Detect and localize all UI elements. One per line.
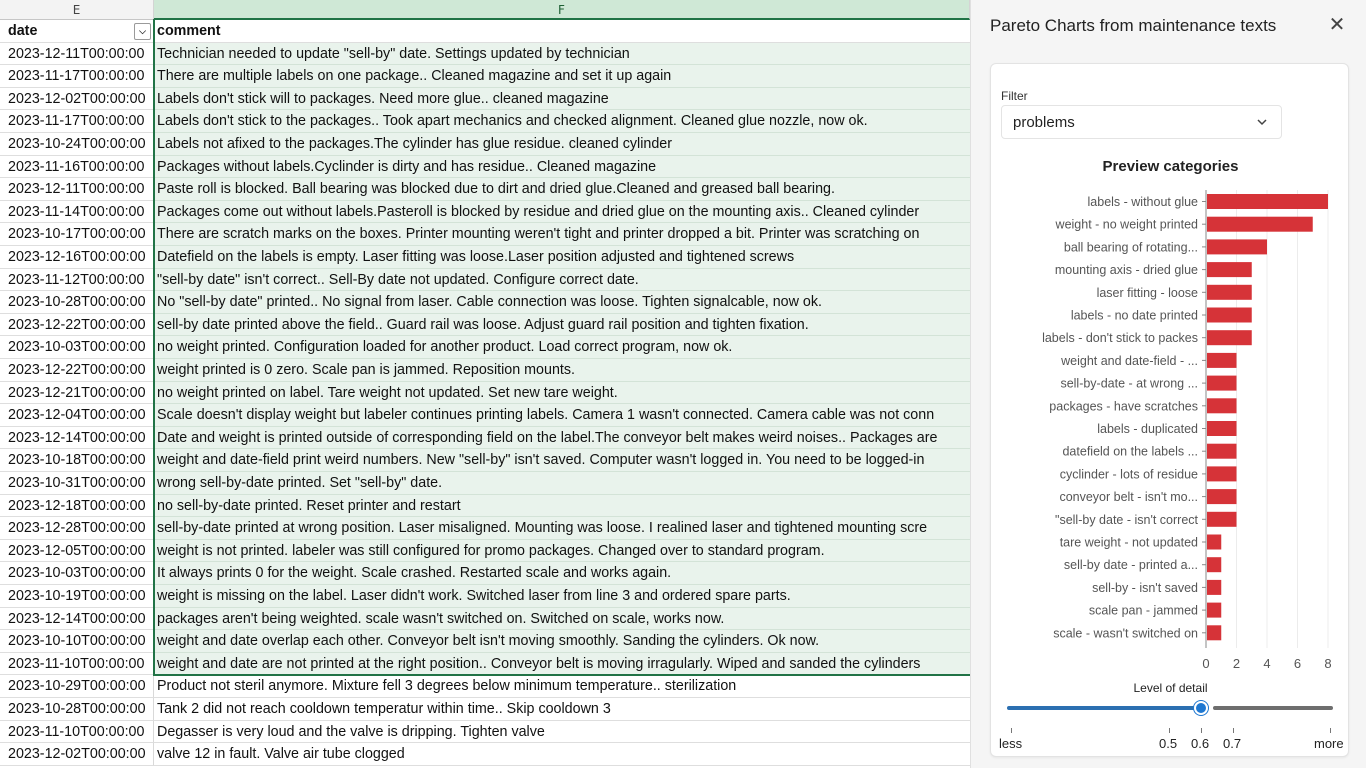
- slider-min-label: less: [999, 736, 1023, 751]
- comment-cell[interactable]: "sell-by date" isn't correct.. Sell-By date not updated. Configure correct date.: [154, 269, 970, 292]
- header-cell-comment[interactable]: comment: [154, 20, 970, 43]
- date-cell[interactable]: 2023-10-28T00:00:00: [0, 698, 154, 721]
- date-cell[interactable]: 2023-12-21T00:00:00: [0, 382, 154, 405]
- category-label: sell-by - isn't saved: [1092, 580, 1198, 595]
- date-cell[interactable]: 2023-10-24T00:00:00: [0, 133, 154, 156]
- x-tick-label: 4: [1263, 656, 1271, 671]
- category-label: packages - have scratches: [1049, 399, 1198, 414]
- table-row: [0, 472, 970, 495]
- slider-tick: [1011, 728, 1012, 733]
- slider-tick: [1330, 728, 1331, 733]
- date-cell[interactable]: 2023-10-03T00:00:00: [0, 562, 154, 585]
- slider-tick: [1169, 728, 1170, 733]
- preview-title: Preview categories: [1102, 158, 1239, 175]
- date-cell[interactable]: 2023-12-04T00:00:00: [0, 404, 154, 427]
- table-row: [0, 540, 970, 563]
- slider-track-remaining: [1213, 706, 1333, 710]
- date-cell[interactable]: 2023-10-28T00:00:00: [0, 291, 154, 314]
- column-header-f[interactable]: F: [154, 0, 970, 20]
- slider-tick: [1233, 728, 1234, 733]
- category-label: conveyor belt - isn't mo...: [1059, 490, 1198, 505]
- table-row: [0, 630, 970, 653]
- comment-cell[interactable]: Paste roll is blocked. Ball bearing was blocked due to dirt and dried glue.Cleaned and greased ball bearing.: [154, 178, 970, 201]
- bar: [1207, 535, 1221, 550]
- table-row: [0, 404, 970, 427]
- date-cell[interactable]: 2023-10-18T00:00:00: [0, 449, 154, 472]
- pane-title: Pareto Charts from maintenance texts: [990, 16, 1277, 35]
- date-cell[interactable]: 2023-12-28T00:00:00: [0, 517, 154, 540]
- comment-cell[interactable]: There are multiple labels on one package.. Cleaned magazine and set it up again: [154, 65, 970, 88]
- comment-cell[interactable]: weight and date-field print weird numbers. New "sell-by" isn't saved. Computer wasn't logged in. You need to be logged-in: [154, 449, 970, 472]
- date-cell[interactable]: 2023-11-14T00:00:00: [0, 201, 154, 224]
- comment-cell[interactable]: Degasser is very loud and the valve is dripping. Tighten valve: [154, 721, 970, 744]
- category-label: labels - don't stick to packes: [1042, 331, 1198, 346]
- category-label: datefield on the labels ...: [1062, 444, 1198, 459]
- category-label: sell-by-date - at wrong ...: [1060, 376, 1198, 391]
- bar: [1207, 512, 1237, 527]
- comment-cell[interactable]: Tank 2 did not reach cooldown temperatur within time.. Skip cooldown 3: [154, 698, 970, 721]
- date-cell[interactable]: 2023-11-10T00:00:00: [0, 653, 154, 676]
- bar: [1207, 217, 1313, 232]
- comment-cell[interactable]: weight and date overlap each other. Conveyor belt isn't moving smoothly. Sanding the cylinders. Ok now.: [154, 630, 970, 653]
- table-row: [0, 743, 970, 766]
- date-cell[interactable]: 2023-12-02T00:00:00: [0, 743, 154, 766]
- comment-cell[interactable]: Datefield on the labels is empty. Laser fitting was loose.Laser position adjusted and tightened screws: [154, 246, 970, 269]
- date-cell[interactable]: 2023-11-12T00:00:00: [0, 269, 154, 292]
- slider-tick: [1201, 728, 1202, 733]
- comment-cell[interactable]: weight is not printed. labeler was still configured for promo packages. Changed over to standard program.: [154, 540, 970, 563]
- date-cell[interactable]: 2023-12-22T00:00:00: [0, 359, 154, 382]
- date-cell[interactable]: 2023-12-22T00:00:00: [0, 314, 154, 337]
- comment-cell[interactable]: no weight printed. Configuration loaded for another product. Load correct program, now ok.: [154, 336, 970, 359]
- date-cell[interactable]: 2023-12-11T00:00:00: [0, 43, 154, 66]
- table-row: [0, 427, 970, 450]
- table-row: [0, 156, 970, 179]
- header-row: [0, 20, 970, 43]
- comment-cell[interactable]: weight printed is 0 zero. Scale pan is jammed. Reposition mounts.: [154, 359, 970, 382]
- comment-cell[interactable]: Scale doesn't display weight but labeler continues printing labels. Camera 1 wasn't connected. Camera cable was not conn: [154, 404, 970, 427]
- date-cell[interactable]: 2023-12-11T00:00:00: [0, 178, 154, 201]
- table-row: [0, 517, 970, 540]
- filter-dropdown[interactable]: [1001, 105, 1282, 139]
- comment-cell[interactable]: Packages without labels.Cyclinder is dirty and has residue.. Cleaned magazine: [154, 156, 970, 179]
- table-row: [0, 133, 970, 156]
- table-row: [0, 178, 970, 201]
- table-row: [0, 449, 970, 472]
- category-label: weight - no weight printed: [1055, 217, 1198, 232]
- close-button[interactable]: [1325, 13, 1349, 37]
- filter-selected-value: problems: [1013, 114, 1075, 131]
- detail-slider-label: Level of detail: [1133, 681, 1208, 695]
- comment-cell[interactable]: Packages come out without labels.Pasteroll is blocked by residue and dried glue on the mounting axis.. Cleaned cylinder: [154, 201, 970, 224]
- comment-cell[interactable]: no weight printed on label. Tare weight not updated. Set new tare weight.: [154, 382, 970, 405]
- bar: [1207, 489, 1237, 504]
- date-cell[interactable]: 2023-11-17T00:00:00: [0, 65, 154, 88]
- table-row: [0, 495, 970, 518]
- slider-track-filled: [1007, 706, 1197, 710]
- table-row: [0, 291, 970, 314]
- close-icon: ✕: [1328, 14, 1346, 36]
- comment-cell[interactable]: Labels don't stick will to packages. Need more glue.. cleaned magazine: [154, 88, 970, 111]
- bar: [1207, 376, 1237, 391]
- comment-cell[interactable]: No "sell-by date" printed.. No signal from laser. Cable connection was loose. Tighten signalcable, now ok.: [154, 291, 970, 314]
- date-cell[interactable]: 2023-10-29T00:00:00: [0, 675, 154, 698]
- bar: [1207, 330, 1252, 345]
- table-row: [0, 336, 970, 359]
- slider-max-label: more: [1314, 736, 1344, 751]
- category-label: weight and date-field - ...: [1061, 353, 1198, 368]
- category-label: sell-by date - printed a...: [1063, 558, 1198, 573]
- bar: [1207, 308, 1252, 323]
- slider-mark-label: 0.7: [1223, 736, 1242, 751]
- category-label: labels - without glue: [1087, 195, 1198, 209]
- slider-thumb[interactable]: [1194, 701, 1208, 715]
- table-row: [0, 223, 970, 246]
- date-cell[interactable]: 2023-10-10T00:00:00: [0, 630, 154, 653]
- comment-cell[interactable]: sell-by date printed above the field.. Guard rail was loose. Adjust guard rail position and tighten fixation.: [154, 314, 970, 337]
- bar: [1207, 239, 1267, 254]
- comment-cell[interactable]: Labels not afixed to the packages.The cylinder has glue residue. cleaned cylinder: [154, 133, 970, 156]
- comment-cell[interactable]: no sell-by-date printed. Reset printer and restart: [154, 495, 970, 518]
- comment-cell[interactable]: There are scratch marks on the boxes. Printer mounting weren't tight and printer dropped a bit. Printer was scratching on: [154, 223, 970, 246]
- date-cell[interactable]: 2023-12-18T00:00:00: [0, 495, 154, 518]
- table-row: [0, 382, 970, 405]
- date-cell[interactable]: 2023-12-16T00:00:00: [0, 246, 154, 269]
- filter-dropdown-button[interactable]: [134, 23, 151, 40]
- table-row: [0, 201, 970, 224]
- comment-cell[interactable]: Technician needed to update "sell-by" date. Settings updated by technician: [154, 43, 970, 66]
- date-cell[interactable]: 2023-10-19T00:00:00: [0, 585, 154, 608]
- slider-mark-label: 0.5: [1159, 736, 1178, 751]
- column-headers: [0, 0, 970, 20]
- comment-cell[interactable]: Labels don't stick to the packages.. Took apart mechanics and checked alignment. Cleaned glue nozzle, now ok.: [154, 110, 970, 133]
- date-cell[interactable]: 2023-10-17T00:00:00: [0, 223, 154, 246]
- bar: [1207, 262, 1252, 277]
- date-cell[interactable]: 2023-12-05T00:00:00: [0, 540, 154, 563]
- category-label: tare weight - not updated: [1059, 535, 1198, 550]
- header-date-label: date: [8, 23, 38, 39]
- bar: [1207, 285, 1252, 300]
- date-cell[interactable]: 2023-10-31T00:00:00: [0, 472, 154, 495]
- x-tick-label: 8: [1324, 656, 1332, 671]
- bar: [1207, 444, 1237, 459]
- bar: [1207, 194, 1328, 209]
- detail-slider[interactable]: [1007, 700, 1333, 716]
- bar: [1207, 466, 1237, 481]
- category-label: mounting axis - dried glue: [1054, 263, 1198, 278]
- bar: [1207, 353, 1237, 368]
- table-row: [0, 562, 970, 585]
- slider-mark-label: 0.6: [1191, 736, 1210, 751]
- comment-cell[interactable]: Product not steril anymore. Mixture fell 3 degrees below minimum temperature.. sterilization: [154, 675, 970, 698]
- table-row: [0, 65, 970, 88]
- table-row: [0, 721, 970, 744]
- task-pane: [970, 0, 1366, 768]
- comment-cell[interactable]: valve 12 in fault. Valve air tube clogged: [154, 743, 970, 766]
- category-label: labels - duplicated: [1097, 422, 1198, 436]
- comment-cell[interactable]: sell-by-date printed at wrong position. Laser misaligned. Mounting was loose. I realined laser and tightened mounting scre: [154, 517, 970, 540]
- table-row: [0, 675, 970, 698]
- table-row: [0, 608, 970, 631]
- column-header-e[interactable]: E: [0, 0, 154, 20]
- category-label: "sell-by date - isn't correct: [1055, 512, 1198, 527]
- chevron-down-icon: ⌵: [139, 26, 146, 36]
- chevron-down-icon: [1255, 115, 1269, 129]
- comment-cell[interactable]: Date and weight is printed outside of corresponding field on the label.The conveyor belt makes weird noises.. Packages are: [154, 427, 970, 450]
- x-tick-label: 0: [1202, 656, 1210, 671]
- category-label: scale pan - jammed: [1088, 603, 1198, 618]
- table-row: [0, 314, 970, 337]
- bar: [1207, 421, 1237, 436]
- date-cell[interactable]: 2023-11-10T00:00:00: [0, 721, 154, 744]
- comment-cell[interactable]: packages aren't being weighted. scale wasn't switched on. Switched on scale, works now.: [154, 608, 970, 631]
- header-cell-date[interactable]: [0, 20, 154, 43]
- table-row: [0, 698, 970, 721]
- settings-card: [990, 63, 1349, 757]
- bar: [1207, 625, 1221, 640]
- comment-cell[interactable]: It always prints 0 for the weight. Scale crashed. Restarted scale and works again.: [154, 562, 970, 585]
- category-label: labels - no date printed: [1070, 308, 1198, 323]
- date-cell[interactable]: 2023-12-14T00:00:00: [0, 608, 154, 631]
- table-row: [0, 43, 970, 66]
- category-label: scale - wasn't switched on: [1053, 626, 1198, 641]
- table-row: [0, 269, 970, 292]
- category-label: cyclinder - lots of residue: [1059, 467, 1198, 482]
- date-cell[interactable]: 2023-12-14T00:00:00: [0, 427, 154, 450]
- comment-cell[interactable]: weight is missing on the label. Laser didn't work. Switched laser from line 3 and ordered spare parts.: [154, 585, 970, 608]
- filter-label: Filter: [1001, 89, 1028, 103]
- category-label: ball bearing of rotating...: [1063, 240, 1198, 255]
- table-row: [0, 88, 970, 111]
- comment-cell[interactable]: wrong sell-by-date printed. Set "sell-by" date.: [154, 472, 970, 495]
- date-cell[interactable]: 2023-11-17T00:00:00: [0, 110, 154, 133]
- comment-cell[interactable]: weight and date are not printed at the right position.. Conveyor belt is moving irragularly. Wiped and sanded the cylinders: [154, 653, 970, 676]
- table-row: [0, 585, 970, 608]
- table-row: [0, 246, 970, 269]
- table-row: [0, 110, 970, 133]
- date-cell[interactable]: 2023-12-02T00:00:00: [0, 88, 154, 111]
- table-row: [0, 653, 970, 676]
- bar: [1207, 398, 1237, 413]
- pareto-bar-chart: [991, 184, 1350, 674]
- x-tick-label: 2: [1232, 656, 1241, 671]
- table-row: [0, 359, 970, 382]
- bar: [1207, 557, 1221, 572]
- bar: [1207, 603, 1221, 618]
- x-tick-label: 6: [1293, 656, 1302, 671]
- date-cell[interactable]: 2023-11-16T00:00:00: [0, 156, 154, 179]
- date-cell[interactable]: 2023-10-03T00:00:00: [0, 336, 154, 359]
- bar: [1207, 580, 1221, 595]
- category-label: laser fitting - loose: [1096, 285, 1198, 300]
